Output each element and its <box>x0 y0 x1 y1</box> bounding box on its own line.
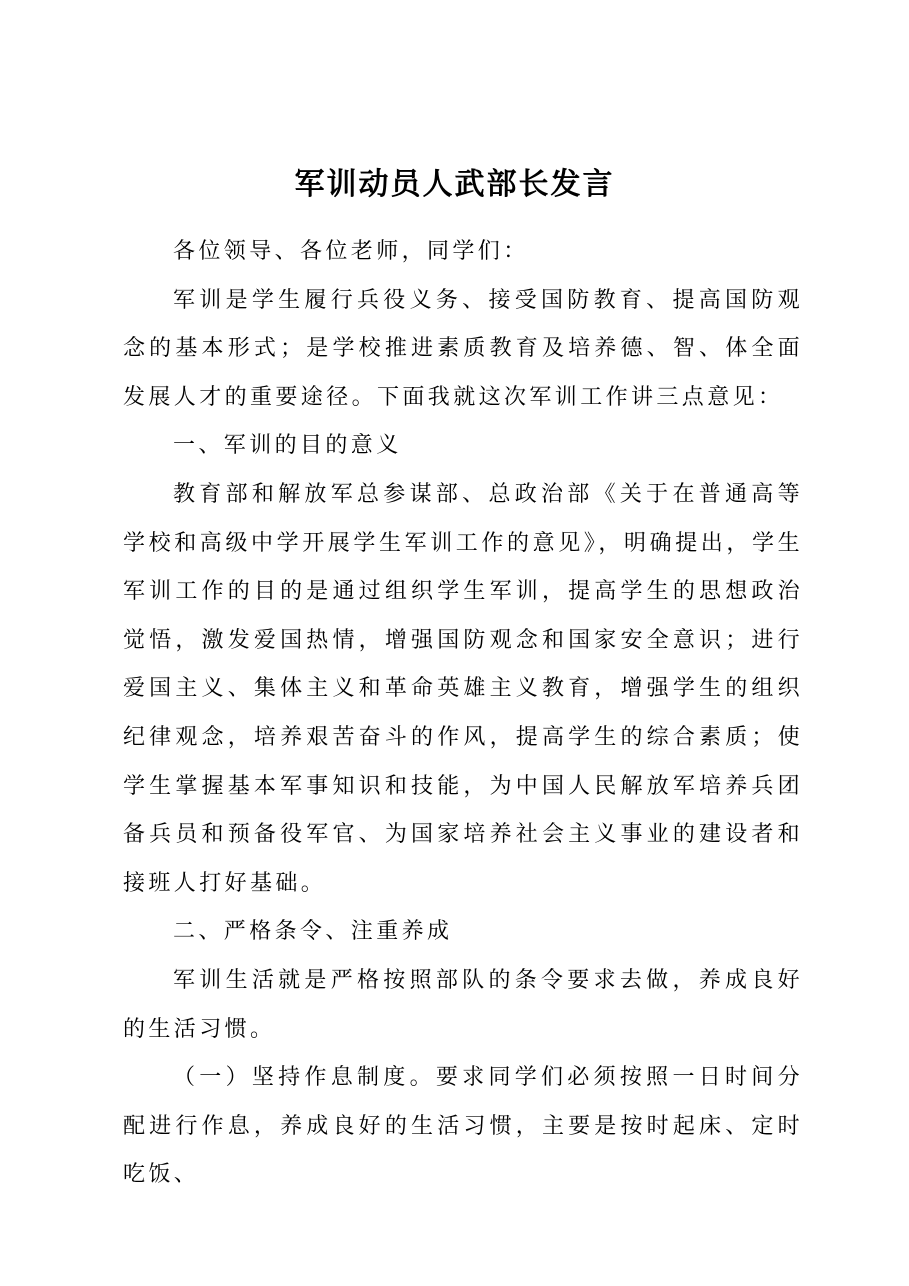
document-title: 军训动员人武部长发言 <box>294 167 615 202</box>
paragraph-schedule: （一）坚持作息制度。要求同学们必须按照一日时间分配进行作息，养成良好的生活习惯，主要是按时起床、定时吃饭、 <box>123 1065 803 1188</box>
paragraph-purpose: 教育部和解放军总参谋部、总政治部《关于在普通高等学校和高级中学开展学生军训工作的意见》，明确提出，学生军训工作的目的是通过组织学生军训，提高学生的思想政治觉悟，激发爱国热情，增强国防观念和国家安全意识；进行爱国主义、集体主义和革命英雄主义教育，增强学生的组织纪律观念，培养艰苦奋斗的作风，提高学生的综合素质；使学生掌握基本军事知识和技能，为中国人民解放军培养兵团备兵员和预备役军官、为国家培养社会主义事业的建设者和接班人打好基础。 <box>123 481 803 896</box>
paragraph-regulations: 军训生活就是严格按照部队的条令要求去做，养成良好的生活习惯。 <box>123 967 803 1042</box>
document-body <box>123 228 803 1200</box>
paragraph-salutation: 各位领导、各位老师，同学们： <box>173 239 529 264</box>
section-heading-1: 一、军训的目的意义 <box>173 433 402 459</box>
section-heading-2: 二、严格条令、注重养成 <box>173 919 453 945</box>
paragraph-intro: 军训是学生履行兵役义务、接受国防教育、提高国防观念的基本形式；是学校推进素质教育及培养德、智、体全面发展人才的重要途径。下面我就这次军训工作讲三点意见： <box>123 287 803 410</box>
